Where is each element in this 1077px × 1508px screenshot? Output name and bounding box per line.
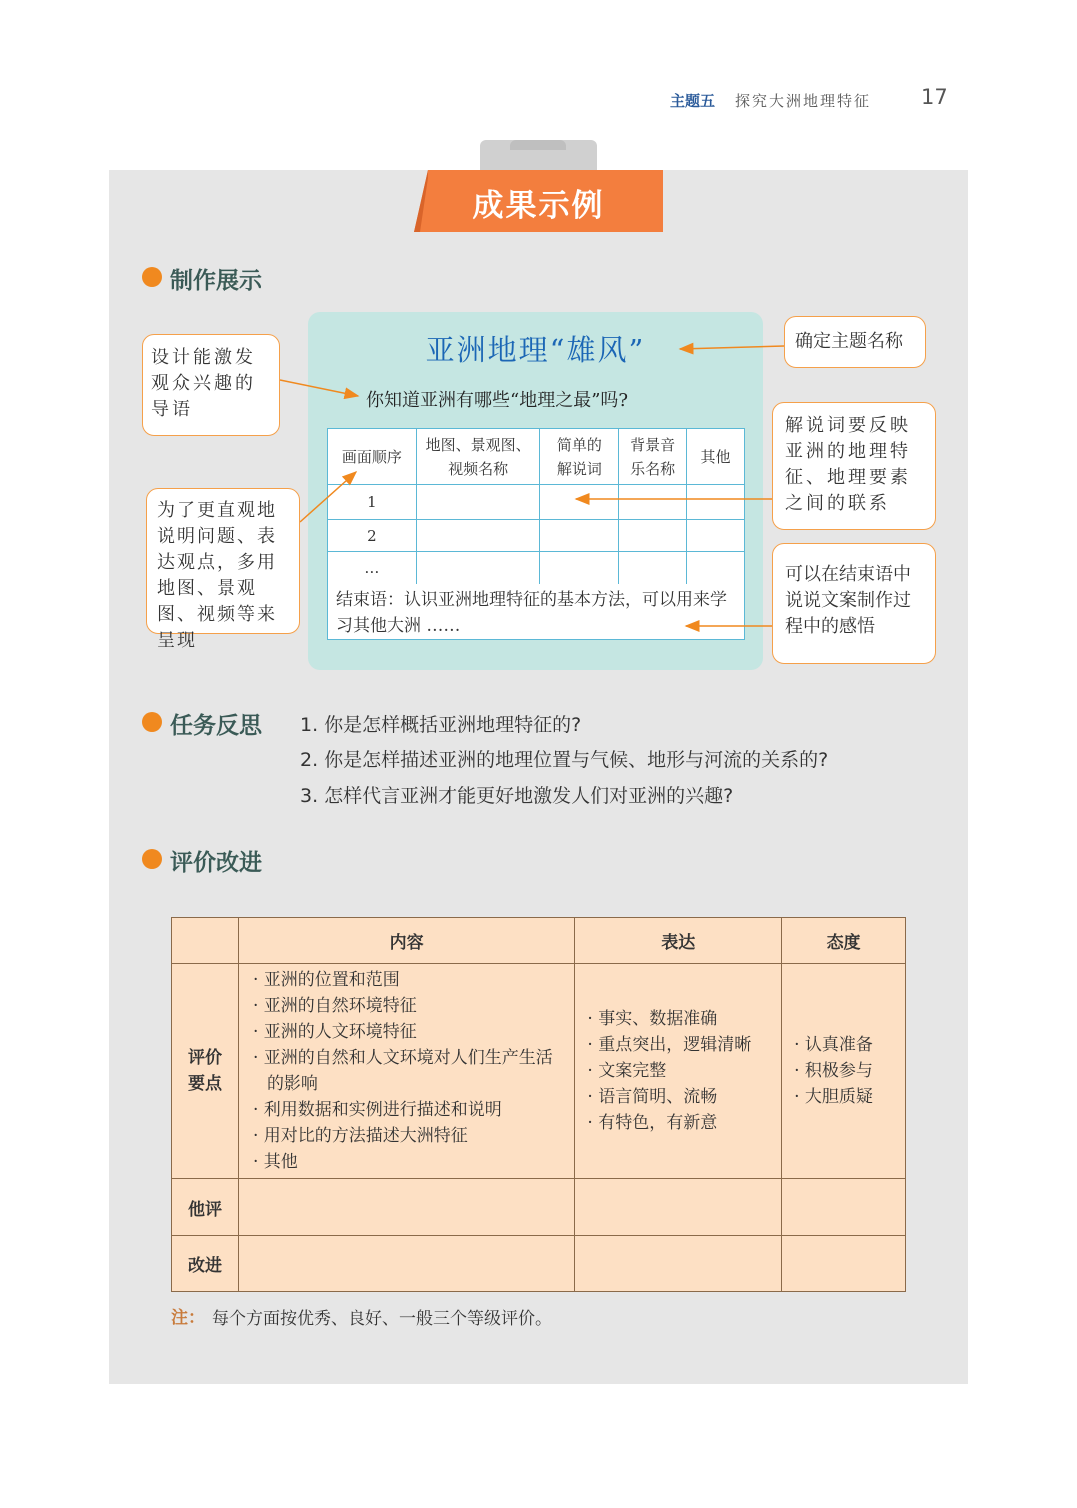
table-cell (238, 1236, 574, 1292)
table-ending: 结束语：认识亚洲地理特征的基本方法，可以用来学习其他大洲 …… (327, 584, 745, 640)
list-item: · 事实、数据准确 (587, 1009, 718, 1029)
list-item: · 有特色，有新意 (587, 1113, 718, 1133)
table-header-other: 其他 (687, 429, 745, 485)
header-content: 内容 (238, 918, 574, 964)
callout-narration: 解说词要反映亚洲的地理特征、地理要素之间的联系 (772, 402, 936, 530)
table-cell (575, 1236, 782, 1292)
showcase-question: 你知道亚洲有哪些“地理之最”吗? (366, 390, 629, 411)
banner-title: 成果示例 (472, 188, 605, 224)
table-row-number: 1 (328, 485, 417, 520)
note-text: 每个方面按优秀、良好、一般三个等级评价。 (212, 1309, 552, 1329)
note-label: 注： (171, 1308, 205, 1328)
list-item: · 积极参与 (794, 1061, 873, 1081)
list-item: · 其他 (252, 1152, 298, 1172)
header-expression: 表达 (575, 918, 782, 964)
reflection-question-2: 2. 你是怎样描述亚洲的地理位置与气候、地形与河流的关系的? (300, 749, 829, 771)
expression-points (575, 964, 782, 1179)
reflection-question-3: 3. 怎样代言亚洲才能更好地激发人们对亚洲的兴趣? (300, 785, 734, 807)
table-header-narration: 简单的 解说词 (540, 429, 619, 485)
list-item: · 亚洲的自然和人文环境对人们生产生活的影响 (252, 1048, 553, 1094)
row-label-peer: 他评 (172, 1179, 239, 1236)
section-bullet-icon (142, 849, 162, 869)
table-corner (172, 918, 239, 964)
list-item: · 语言简明、流畅 (587, 1087, 718, 1107)
section-heading-reflection: 任务反思 (170, 713, 262, 739)
list-item: · 亚洲的人文环境特征 (252, 1022, 417, 1042)
header-attitude: 态度 (782, 918, 906, 964)
list-item: · 认真准备 (794, 1035, 873, 1055)
section-bullet-icon (142, 712, 162, 732)
table-cell (782, 1179, 906, 1236)
callout-visual: 为了更直观地说明问题、表达观点，多用地图、景观图、视频等来呈现 (146, 488, 300, 634)
attitude-points (782, 964, 906, 1179)
table-header-media: 地图、景观图、 视频名称 (416, 429, 540, 485)
table-cell (238, 1179, 574, 1236)
evaluation-table (171, 917, 906, 1292)
list-item: · 文案完整 (587, 1061, 667, 1081)
list-item: · 大胆质疑 (794, 1087, 873, 1107)
callout-theme: 确定主题名称 (784, 316, 926, 368)
list-item: · 用对比的方法描述大洲特征 (252, 1126, 468, 1146)
header-topic: 主题五 (670, 92, 716, 110)
table-row-number: … (328, 552, 417, 585)
list-item: · 重点突出，逻辑清晰 (587, 1035, 752, 1055)
table-header-order: 画面顺序 (328, 429, 417, 485)
table-cell (782, 1236, 906, 1292)
table-header-music: 背景音 乐名称 (619, 429, 687, 485)
reflection-question-1: 1. 你是怎样概括亚洲地理特征的? (300, 714, 582, 736)
content-points (238, 964, 574, 1179)
callout-ending: 可以在结束语中说说文案制作过程中的感悟 (772, 543, 936, 664)
header-title: 探究大洲地理特征 (735, 92, 872, 110)
list-item: · 利用数据和实例进行描述和说明 (252, 1100, 502, 1120)
section-heading-display: 制作展示 (170, 268, 262, 294)
page-number: 17 (921, 85, 948, 109)
list-item: · 亚洲的自然环境特征 (252, 996, 417, 1016)
row-label-improve: 改进 (172, 1236, 239, 1292)
row-label-criteria: 评价要点 (172, 964, 239, 1179)
callout-guide: 设计能激发观众兴趣的导语 (142, 334, 280, 436)
table-row-number: 2 (328, 520, 417, 552)
list-item: · 亚洲的位置和范围 (252, 970, 400, 990)
table-cell (575, 1179, 782, 1236)
showcase-title: 亚洲地理“雄风” (425, 333, 646, 367)
section-heading-evaluation: 评价改进 (170, 850, 262, 876)
